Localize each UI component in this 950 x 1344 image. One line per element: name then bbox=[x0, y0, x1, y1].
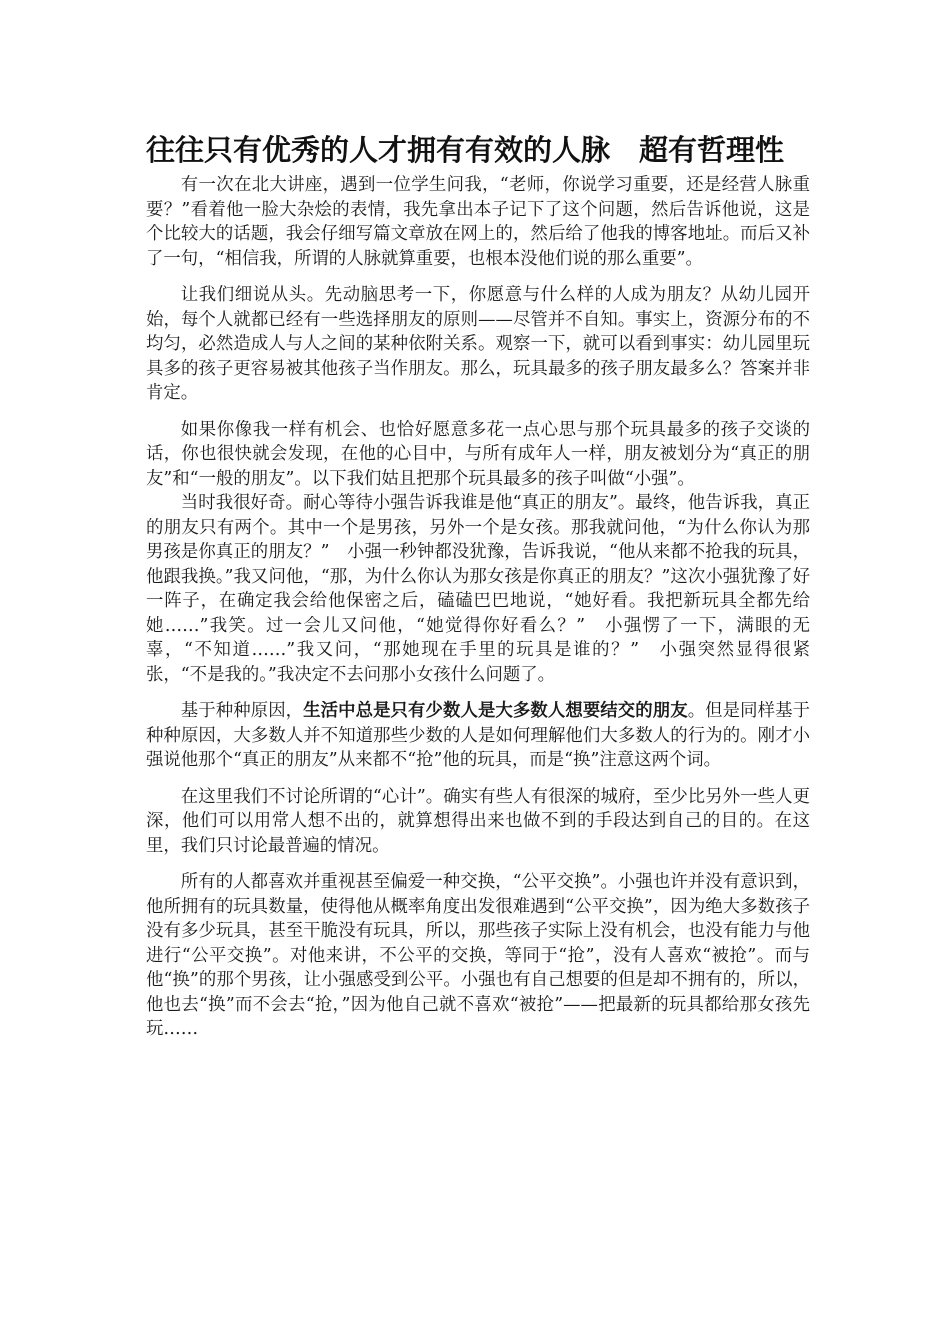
article-title: 往往只有优秀的人才拥有有效的人脉 超有哲理性 bbox=[146, 133, 785, 167]
paragraph-4: 当时我很好奇。耐心等待小强告诉我谁是他“真正的朋友”。最终，他告诉我，真正的朋友只有两个。其中一个是男孩，另外一个是女孩。那我就问他，“为什么你认为那男孩是你真正的朋友？” 小强一秒钟都没犹豫，告诉我说，“他从来都不抢我的玩具，他跟我换。”我又问他，“那，为什么你认为那女孩是你真正的朋友？”这次小强犹豫了好一阵子，在确定我会给他保密之后，磕磕巴巴地说，“她好看。我把新玩具全都先给她……”我笑。过一会儿又问他，“她觉得你好看么？” 小强愣了一下，满眼的无辜，“不知道……”我又问，“那她现在手里的玩具是谁的？” 小强突然显得很紧张，“不是我的。”我决定不去问那小女孩什么问题了。 bbox=[146, 493, 810, 685]
paragraph-2: 让我们细说从头。先动脑思考一下，你愿意与什么样的人成为朋友？从幼儿园开始，每个人就都已经有一些选择朋友的原则——尽管并不自知。事实上，资源分布的不均匀，必然造成人与人之间的某种依附关系。观察一下，就可以看到事实：幼儿园里玩具多的孩子更容易被其他孩子当作朋友。那么，玩具最多的孩子朋友最多么？答案并非肯定。 bbox=[146, 285, 810, 403]
paragraph-5-emphasis: 生活中总是只有少数人是大多数人想要结交的朋友 bbox=[303, 701, 688, 721]
paragraph-6: 在这里我们不讨论所谓的“心计”。确实有些人有很深的城府，至少比另外一些人更深，他们可以用常人想不出的，就算想得出来也做不到的手段达到自己的目的。在这里，我们只讨论最普遍的情况。 bbox=[146, 786, 810, 856]
paragraph-1: 有一次在北大讲座，遇到一位学生问我，“老师，你说学习重要，还是经营人脉重要？”看着他一脸大杂烩的表情，我先拿出本子记下了这个问题，然后告诉他说，这是个比较大的话题，我会仔细写篇文章放在网上的，然后给了他我的博客地址。而后又补了一句，“相信我，所谓的人脉就算重要，也根本没他们说的那么重要”。 bbox=[146, 175, 810, 269]
paragraph-5-rest: 。但是同样基于种种原因，大多数人并不知道那些少数的人是如何理解他们大多数人的行为的。刚才小强说他那个“真正的朋友”从来都不“抢”他的玩具，而是“换”注意这两个词。 bbox=[146, 701, 810, 770]
paragraph-3: 如果你像我一样有机会、也恰好愿意多花一点心思与那个玩具最多的孩子交谈的话，你也很快就会发现，在他的心目中，与所有成年人一样，朋友被划分为“真正的朋友”和“一般的朋友”。以下我们姑且把那个玩具最多的孩子叫做“小强”。 bbox=[146, 419, 810, 489]
paragraph-7: 所有的人都喜欢并重视甚至偏爱一种交换，“公平交换”。小强也许并没有意识到，他所拥有的玩具数量，使得他从概率角度出发很难遇到“公平交换”，因为绝大多数孩子没有多少玩具，甚至干脆没有玩具，所以，那些孩子实际上没有机会，也没有能力与他进行“公平交换”。对他来讲，不公平的交换，等同于“抢”，没有人喜欢“被抢”。而与他“换”的那个男孩，让小强感受到公平。小强也有自己想要的但是却不拥有的，所以，他也去“换”而不会去“抢，”因为他自己就不喜欢“被抢”——把最新的玩具都给那女孩先玩…… bbox=[146, 872, 810, 1039]
paragraph-5 bbox=[146, 699, 810, 773]
document-page bbox=[146, 130, 810, 1054]
paragraph-5-lead: 基于种种原因， bbox=[180, 701, 304, 721]
